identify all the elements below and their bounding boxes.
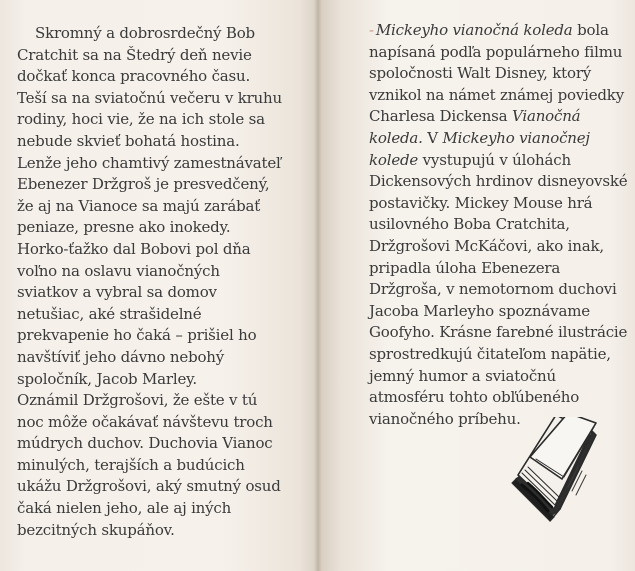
text-line: pripadla úloha Ebenezera [369, 258, 561, 277]
book-gutter [314, 0, 322, 571]
open-book-icon [508, 417, 608, 527]
text-line [369, 106, 627, 128]
text-line: spoločník, Jacob Marley. [17, 369, 197, 388]
book-title-italic: Mickeyho vianočnej [442, 128, 590, 147]
text-line: voľno na oslavu vianočných [17, 261, 220, 280]
text-line: čaká nielen jeho, ale aj iných [17, 499, 232, 518]
text-line [369, 128, 627, 150]
text-fragment: Charlesa Dickensa [369, 107, 512, 126]
left-page-text [17, 23, 282, 541]
text-line: noc môže očakávať návštevu troch [17, 412, 273, 431]
text-line: spoločnosti Walt Disney, ktorý [369, 64, 592, 83]
text-line [369, 150, 627, 172]
text-fragment: V [422, 128, 443, 147]
text-line: dočkať konca pracovného času. [17, 67, 251, 86]
book-title-italic: koleda. [369, 128, 423, 147]
text-line: Ebenezer Držgroš je presvedčený, [17, 175, 270, 194]
text-line: postavičky. Mickey Mouse hrá [369, 193, 593, 212]
text-fragment: vystupujú v úlohách [418, 150, 571, 169]
text-line: Horko-ťažko dal Bobovi pol dňa [17, 239, 251, 258]
text-line: rodiny, hoci vie, že na ich stole sa [17, 110, 265, 129]
text-line: peniaze, presne ako inokedy. [17, 218, 231, 237]
dash-mark: - [369, 21, 374, 39]
text-line: atmosféru tohto obľúbeného [369, 388, 580, 407]
book-title-italic: kolede [369, 150, 419, 169]
text-line: Držgrošovi McKáčovi, ako inak, [369, 236, 604, 255]
text-line: napísaná podľa populárneho filmu [369, 42, 623, 61]
right-page-text [369, 20, 627, 430]
text-line: navštíviť jeho dávno nebohý [17, 347, 225, 366]
text-line: Skromný a dobrosrdečný Bob [35, 24, 255, 42]
text-fragment: bola [572, 21, 609, 39]
text-line: Oznámil Držgrošovi, že ešte v tú [17, 391, 258, 410]
text-line: múdrych duchov. Duchovia Vianoc [17, 434, 273, 453]
book-title-italic: Vianočná [512, 107, 581, 126]
text-line: Lenže jeho chamtivý zamestnávateľ [17, 153, 281, 172]
text-line: bezcitných skupáňov. [17, 520, 175, 539]
text-line: Teší sa na sviatočnú večeru v kruhu [17, 88, 282, 107]
text-line: ukážu Držgrošovi, aký smutný osud [17, 477, 281, 496]
text-line: netušiac, aké strašidelné [17, 304, 202, 323]
text-line: minulých, terajších a budúcich [17, 455, 245, 474]
text-line: sviatkov a vybral sa domov [17, 283, 217, 302]
text-line: Dickensových hrdinov disneyovské [369, 172, 628, 191]
text-line: nebude skvieť bohatá hostina. [17, 131, 240, 150]
text-line: usilovného Boba Cratchita, [369, 215, 570, 234]
text-line: Goofyho. Krásne farebné ilustrácie [369, 323, 628, 342]
text-line: Držgroša, v nemotornom duchovi [369, 280, 617, 299]
text-line: Jacoba Marleyho spoznávame [369, 301, 590, 320]
text-line: vznikol na námet známej poviedky [369, 85, 624, 104]
text-line: sprostredkujú čitateľom napätie, [369, 344, 611, 363]
text-line: jemný humor a sviatočnú [369, 366, 556, 385]
text-line: že aj na Vianoce sa majú zarábať [17, 196, 261, 215]
text-line: prekvapenie ho čaká – prišiel ho [17, 326, 257, 345]
text-line [369, 20, 627, 42]
book-title-italic: Mickeyho vianočná koleda [375, 21, 573, 39]
text-line: vianočného príbehu. [369, 409, 521, 428]
text-line: Cratchit sa na Štedrý deň nevie [17, 45, 252, 64]
